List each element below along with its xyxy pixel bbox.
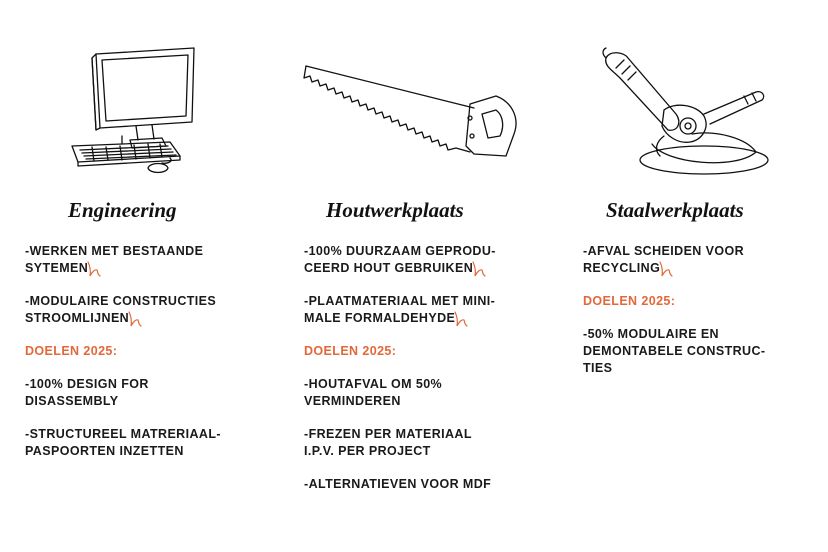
list-item: -100% DUURZAAM GEPRODU- CEERD HOUT GEBRUIKEN bbox=[304, 243, 496, 278]
handwritten-check-icon bbox=[657, 260, 675, 278]
list-item: -PLAATMATERIAAL MET MINI- MALE FORMALDEHYDE bbox=[304, 293, 495, 328]
list-item: -AFVAL SCHEIDEN VOOR RECYCLING bbox=[583, 243, 744, 278]
goals-label: DOELEN 2025: bbox=[583, 294, 676, 308]
handwritten-check-icon bbox=[126, 310, 144, 328]
column-title-houtwerkplaats: Houtwerkplaats bbox=[326, 198, 464, 222]
goal-item: -STRUCTUREEL MATRERIAAL- PASPOORTEN INZETTEN bbox=[25, 427, 221, 458]
goal-item: -100% DESIGN FOR DISASSEMBLY bbox=[25, 377, 149, 408]
hand-saw-icon bbox=[300, 56, 526, 164]
angle-grinder-icon bbox=[596, 44, 792, 180]
column-title-engineering: Engineering bbox=[68, 198, 177, 222]
goal-item: -FREZEN PER MATERIAAL I.P.V. PER PROJECT bbox=[304, 427, 472, 458]
goal-item: -HOUTAFVAL OM 50% VERMINDEREN bbox=[304, 377, 443, 408]
list-item: -MODULAIRE CONSTRUCTIES STROOMLIJNEN bbox=[25, 293, 216, 328]
goal-item: -ALTERNATIEVEN VOOR MDF bbox=[304, 477, 492, 491]
column-title-staalwerkplaats: Staalwerkplaats bbox=[606, 198, 744, 222]
goals-label: DOELEN 2025: bbox=[25, 344, 118, 358]
handwritten-check-icon bbox=[452, 310, 470, 328]
handwritten-check-icon bbox=[85, 260, 103, 278]
desktop-computer-icon bbox=[62, 40, 202, 180]
list-item: -WERKEN MET BESTAANDE SYTEMEN bbox=[25, 243, 203, 278]
goals-label: DOELEN 2025: bbox=[304, 344, 397, 358]
goal-item: -50% MODULAIRE EN DEMONTABELE CONSTRUC- TIES bbox=[583, 327, 766, 375]
handwritten-check-icon bbox=[470, 260, 488, 278]
